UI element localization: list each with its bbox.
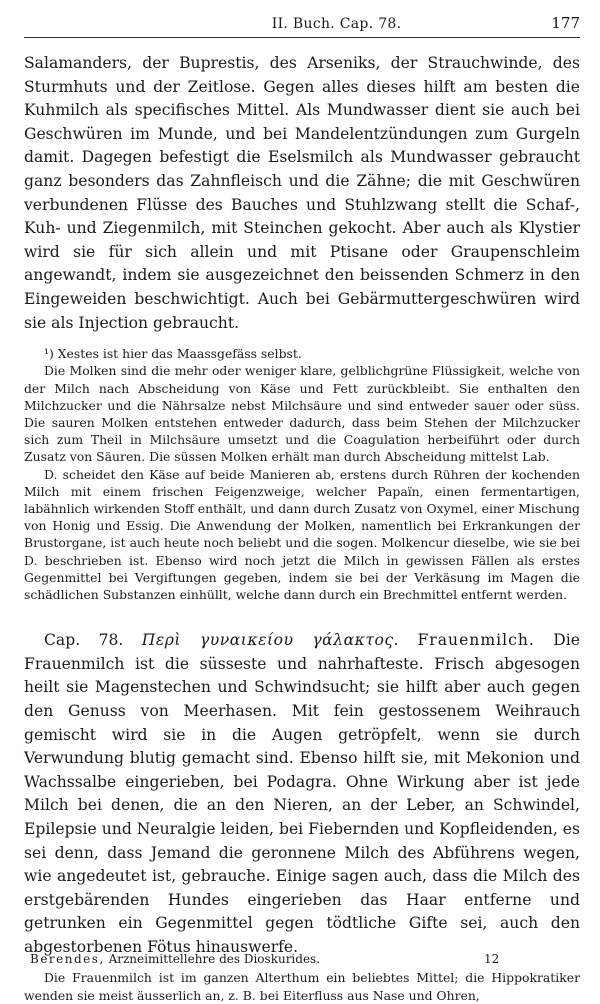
chapter-greek-title: Περὶ γυναικείου γάλακτος. bbox=[141, 631, 400, 650]
running-header bbox=[24, 14, 580, 38]
chapter-label: Cap. 78. bbox=[44, 631, 124, 650]
chapter-note: Die Frauenmilch ist im ganzen Alterthum ein beliebtes Mittel; die Hippokratiker wenden sie meist äusserlich an, z. B. bei Eiterfluss aus Nase und Ohren, bbox=[24, 970, 580, 1003]
signature-number: 12 bbox=[484, 952, 500, 966]
signature-title: Arzneimittellehre des Dioskurides. bbox=[108, 952, 321, 966]
chapter-78 bbox=[24, 629, 580, 959]
footnote-1: ¹) Xestes ist hier das Maassgefäss selbst. bbox=[44, 346, 302, 362]
running-head: II. Buch. Cap. 78. bbox=[271, 16, 402, 32]
main-paragraph: Salamanders, der Buprestis, des Arseniks, der Strauchwinde, des Sturmhuts und der Zeitlose. Gegen alles dieses hilft am besten die Kuhmilch als specifisches Mittel. Als Mundwasser dient sie auch bei Geschwüren im Munde, und bei Mandelentzündungen zum Gurgeln damit. Dagegen befestigt die Eselsmilch als Mundwasser gebraucht ganz besonders das Zahnfleisch und die Zähne; die mit Geschwüren verbundenen Flüsse des Bauches und Stuhlzwang stellt die Schaf-, Kuh- und Ziegenmilch, mit Steinchen gekocht. Aber auch als Klystier wird sie für sich allein und mit Ptisane oder Graupenschleim angewandt, indem sie ausgezeichnet den beissenden Schmerz in den Eingeweiden beschwichtigt. Auch bei Gebärmuttergeschwüren wird sie als Injection gebraucht. bbox=[24, 54, 580, 332]
page-number: 177 bbox=[551, 14, 580, 32]
chapter-german-title: Frauenmilch. bbox=[417, 631, 535, 650]
footnote-molken: Die Molken sind die mehr oder weniger klare, gelblichgrüne Flüssigkeit, welche von der Milch nach Abscheidung von Käse und Fett zurückbleibt. Sie enthalten den Milchzucker und die Nährsalze nebst Milchsäure und sind entweder sauer oder süss. Die sauren Molken entstehen entweder dadurch, dass beim Stehen der Milchzucker sich zum Theil in Milchsäure umsetzt und die Coagulation herbeiführt oder durch Zusatz von Säuren. Die süssen Molken erhält man durch Abscheidung mittelst Lab. bbox=[24, 363, 580, 465]
signature-author: Berendes, bbox=[30, 952, 105, 966]
footnote-kaese: D. scheidet den Käse auf beide Manieren ab, erstens durch Rühren der kochenden Milch mit einem frischen Feigenzweige, welcher Papaïn, einen fermentartigen, labähnlich wirkenden Stoff enthält, und dann durch Zusatz von Oxymel, einer Mischung von Honig und Essig. Die Anwendung der Molken, namentlich bei Erkrankungen der Brustorgane, ist auch heute noch beliebt und die sogen. Molkencur dieselbe, wie sie bei D. beschrieben ist. Ebenso wird noch jetzt die Milch in gewissen Fällen als erstes Gegenmittel bei Vergiftungen gegeben, indem sie bei der Verkäsung im Magen die schädlichen Substanzen einhüllt, welche dann durch ein Brechmittel entfernt werden. bbox=[24, 466, 580, 602]
book-page bbox=[24, 14, 580, 1004]
chapter-text: Die Frauenmilch ist die süsseste und nahrhafteste. Frisch abgesogen heilt sie Magenstechen und Schwindsucht; sie hilft aber auch gegen den Genuss von Meerhasen. Mit fein gestossenem Weihrauch gemischt wird sie in die Augen getröpfelt, wenn sie durch Verwundung blutig gemacht sind. Ebenso hilft sie, mit Mekonion und Wachssalbe eingerieben, bei Podagra. Ohne Wirkung aber ist jede Milch bei denen, die an den Nieren, an der Leber, an Schwindel, Epilepsie und Neuralgie leiden, bei Fiebernden und Kopfleidenden, es sei denn, dass Jemand die geronnene Milch des Abführens wegen, wie angedeutet ist, gebrauche. Einige sagen auch, dass die Milch des erstgebärenden Hundes eingerieben das Haar entferne und getrunken ein Gegenmittel gegen tödtliche Gifte sei, auch den abgestorbenen Fötus hinauswerfe. bbox=[24, 631, 580, 956]
printer-signature bbox=[30, 952, 530, 966]
footnotes bbox=[24, 345, 580, 603]
